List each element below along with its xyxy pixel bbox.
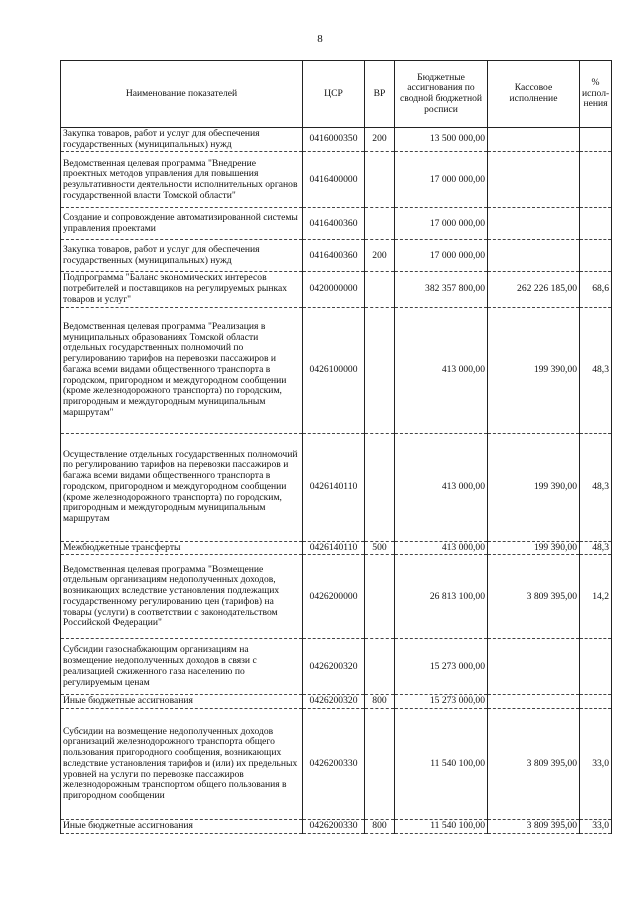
page-number: 8 bbox=[317, 33, 323, 45]
cell-csr: 0420000000 bbox=[303, 272, 365, 307]
cell-pct: 68,6 bbox=[580, 272, 612, 307]
cell-budget: 382 357 800,00 bbox=[395, 272, 488, 307]
cell-budget: 11 540 100,00 bbox=[395, 820, 488, 834]
cell-budget: 15 273 000,00 bbox=[395, 639, 488, 695]
cell-csr: 0426100000 bbox=[303, 307, 365, 433]
cell-vr bbox=[365, 433, 395, 541]
cell-vr: 200 bbox=[365, 240, 395, 272]
cell-name: Осуществление отдельных государственных полномочий по регулированию тарифов на перевозки пассажиров и багажа всеми видами общественного транспорта в городском, пригородном и междугородном сообщении (кроме железнодорожного транспорта) по городским, пригородным и междугородным муниципальным маршрутам bbox=[61, 433, 303, 541]
header-pct: % испол-нения bbox=[580, 61, 612, 128]
table-row bbox=[61, 152, 612, 208]
cell-csr: 0416000350 bbox=[303, 128, 365, 152]
cell-pct: 14,2 bbox=[580, 555, 612, 639]
cell-csr: 0416400000 bbox=[303, 152, 365, 208]
cell-name: Ведомственная целевая программа "Реализация в муниципальных образованиях Томской области отдельных государственных полномочий по регулированию тарифов на перевозки пассажиров и багажа всеми видами общественного транспорта в городском, пригородном и междугородном сообщении (кроме железнодорожного транспорта) по городским, пригородным и междугородным муниципальным маршрутам" bbox=[61, 307, 303, 433]
table-row bbox=[61, 240, 612, 272]
header-cash: Кассовое исполнение bbox=[488, 61, 580, 128]
cell-budget: 26 813 100,00 bbox=[395, 555, 488, 639]
cell-budget: 11 540 100,00 bbox=[395, 709, 488, 820]
cell-name: Создание и сопровождение автоматизированной системы управления проектами bbox=[61, 208, 303, 240]
cell-pct bbox=[580, 152, 612, 208]
cell-budget: 17 000 000,00 bbox=[395, 152, 488, 208]
cell-name: Субсидии на возмещение недополученных доходов организаций железнодорожного транспорта общего пользования пригородного сообщения, возникающих вследствие установления тарифов и (или) их предельных уровней на услуги по перевозке пассажиров железнодорожным транспортом общего пользования в пригородном сообщении bbox=[61, 709, 303, 820]
cell-pct bbox=[580, 240, 612, 272]
cell-csr: 0416400360 bbox=[303, 240, 365, 272]
cell-cash bbox=[488, 152, 580, 208]
cell-vr bbox=[365, 555, 395, 639]
table-row bbox=[61, 272, 612, 307]
cell-budget: 17 000 000,00 bbox=[395, 240, 488, 272]
cell-name: Межбюджетные трансферты bbox=[61, 541, 303, 555]
budget-execution-table bbox=[60, 60, 612, 834]
cell-cash: 199 390,00 bbox=[488, 433, 580, 541]
cell-csr: 0416400360 bbox=[303, 208, 365, 240]
cell-csr: 0426200330 bbox=[303, 820, 365, 834]
cell-pct: 33,0 bbox=[580, 820, 612, 834]
cell-vr bbox=[365, 307, 395, 433]
table-row bbox=[61, 541, 612, 555]
cell-csr: 0426140110 bbox=[303, 541, 365, 555]
cell-csr: 0426200320 bbox=[303, 695, 365, 709]
table-row bbox=[61, 307, 612, 433]
table-row bbox=[61, 820, 612, 834]
header-name: Наименование показателей bbox=[61, 61, 303, 128]
cell-pct: 48,3 bbox=[580, 541, 612, 555]
cell-budget: 15 273 000,00 bbox=[395, 695, 488, 709]
cell-vr bbox=[365, 152, 395, 208]
cell-vr bbox=[365, 272, 395, 307]
cell-budget: 413 000,00 bbox=[395, 433, 488, 541]
cell-cash: 3 809 395,00 bbox=[488, 709, 580, 820]
cell-pct bbox=[580, 208, 612, 240]
cell-csr: 0426200330 bbox=[303, 709, 365, 820]
cell-name: Ведомственная целевая программа "Внедрение проектных методов управления для повышения результативности деятельности исполнительных органов государственной власти Томской области" bbox=[61, 152, 303, 208]
cell-pct: 48,3 bbox=[580, 307, 612, 433]
cell-name: Подпрограмма "Баланс экономических интересов потребителей и поставщиков на регулируемых рынках товаров и услуг" bbox=[61, 272, 303, 307]
cell-name: Иные бюджетные ассигнования bbox=[61, 695, 303, 709]
table-row bbox=[61, 128, 612, 152]
table-row bbox=[61, 208, 612, 240]
cell-pct: 33,0 bbox=[580, 709, 612, 820]
cell-cash: 3 809 395,00 bbox=[488, 555, 580, 639]
cell-vr bbox=[365, 208, 395, 240]
cell-csr: 0426140110 bbox=[303, 433, 365, 541]
cell-pct bbox=[580, 695, 612, 709]
cell-vr: 500 bbox=[365, 541, 395, 555]
table-row bbox=[61, 433, 612, 541]
header-budget: Бюджетные ассигнования по сводной бюджетной росписи bbox=[395, 61, 488, 128]
table-row bbox=[61, 695, 612, 709]
cell-cash bbox=[488, 240, 580, 272]
cell-cash: 199 390,00 bbox=[488, 541, 580, 555]
cell-cash bbox=[488, 128, 580, 152]
cell-csr: 0426200000 bbox=[303, 555, 365, 639]
cell-vr: 800 bbox=[365, 820, 395, 834]
cell-csr: 0426200320 bbox=[303, 639, 365, 695]
cell-pct bbox=[580, 639, 612, 695]
cell-budget: 13 500 000,00 bbox=[395, 128, 488, 152]
table-header-row bbox=[61, 61, 612, 128]
cell-budget: 17 000 000,00 bbox=[395, 208, 488, 240]
header-csr: ЦСР bbox=[303, 61, 365, 128]
cell-name: Субсидии газоснабжающим организациям на возмещение недополученных доходов в связи с реализацией сжиженного газа населению по регулируемым ценам bbox=[61, 639, 303, 695]
cell-name: Закупка товаров, работ и услуг для обеспечения государственных (муниципальных) нужд bbox=[61, 128, 303, 152]
cell-vr: 800 bbox=[365, 695, 395, 709]
cell-cash bbox=[488, 208, 580, 240]
header-vr: ВР bbox=[365, 61, 395, 128]
table-row bbox=[61, 639, 612, 695]
cell-budget: 413 000,00 bbox=[395, 541, 488, 555]
table-body bbox=[61, 128, 612, 834]
cell-pct: 48,3 bbox=[580, 433, 612, 541]
cell-vr bbox=[365, 639, 395, 695]
cell-name: Закупка товаров, работ и услуг для обеспечения государственных (муниципальных) нужд bbox=[61, 240, 303, 272]
cell-budget: 413 000,00 bbox=[395, 307, 488, 433]
table-row bbox=[61, 555, 612, 639]
cell-cash bbox=[488, 639, 580, 695]
cell-cash bbox=[488, 695, 580, 709]
cell-cash: 262 226 185,00 bbox=[488, 272, 580, 307]
cell-pct bbox=[580, 128, 612, 152]
cell-vr bbox=[365, 709, 395, 820]
table-row bbox=[61, 709, 612, 820]
cell-cash: 3 809 395,00 bbox=[488, 820, 580, 834]
cell-cash: 199 390,00 bbox=[488, 307, 580, 433]
cell-name: Иные бюджетные ассигнования bbox=[61, 820, 303, 834]
cell-vr: 200 bbox=[365, 128, 395, 152]
cell-name: Ведомственная целевая программа "Возмещение отдельным организациям недополученных доходов, возникающих вследствие установления подлежащих государственному регулированию цен (тарифов) на товары (услуги) в соответствии с законодательством Российской Федерации" bbox=[61, 555, 303, 639]
